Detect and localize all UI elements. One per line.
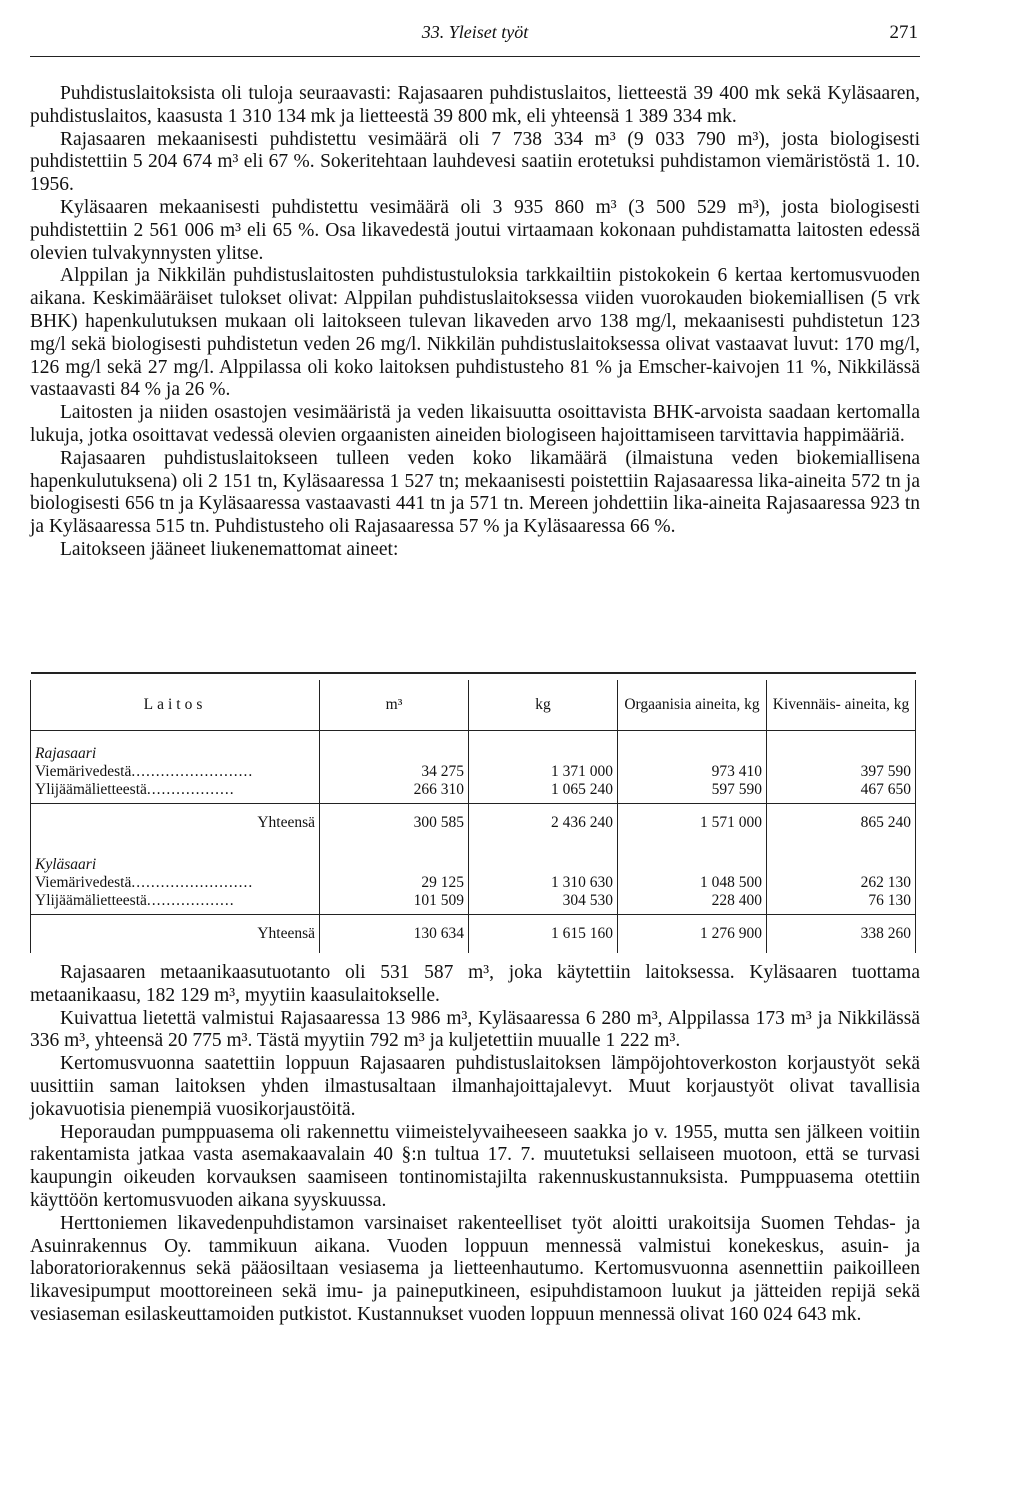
cell-kg: 304 530: [469, 892, 618, 915]
cell-kiv: 397 590: [767, 763, 916, 781]
paragraph: Kertomusvuonna saatettiin loppuun Rajasaaren puhdistuslaitoksen lämpöjohtoverkoston korjaustyöt sekä uusittiin saman laitoksen yhden ilmastusaltaan ilmanhajoittajalevyt. Muut korjaustyöt olivat tavallisia jokavuotisia pienempiä vuosikorjaustöitä.: [30, 1053, 920, 1120]
paragraph: Kyläsaaren mekaanisesti puhdistettu vesimäärä oli 3 935 860 m³ (3 500 529 m³), josta biologisesti puhdistettiin 2 561 006 m³ eli 65 %. Osa likavedestä joutui virtaamaan kokonaan puhdistamatta laitosten edessä olevien tulvakynnysten ylitse.: [30, 196, 920, 264]
table-header-row: [31, 680, 916, 731]
group-name: Kyläsaari: [31, 842, 320, 874]
cell-kiv: 865 240: [767, 804, 916, 843]
cell-kiv: 338 260: [767, 915, 916, 954]
table-row: [31, 763, 916, 781]
row-label: Ylijäämälietteestä..................: [31, 892, 320, 915]
cell-kg: 2 436 240: [469, 804, 618, 843]
paragraph: Rajasaaren puhdistuslaitokseen tulleen veden koko likamäärä (ilmaistuna veden biokemiallisena hapenkulutuksena) oli 2 151 tn, Kyläsaaressa 1 527 tn; mekaanisesti poistettiin Rajasaaressa lika-aineita 572 tn ja biologisesti 656 tn ja Kyläsaaressa vastaavasti 441 tn ja 571 tn. Mereen johdettiin lika-aineita Rajasaaressa 923 tn ja Kyläsaaressa 515 tn. Puhdistusteho oli Rajasaaressa 57 % ja Kyläsaaressa 66 %.: [30, 447, 920, 538]
paragraph: Rajasaaren mekaanisesti puhdistettu vesimäärä oli 7 738 334 m³ (9 033 790 m³), josta biologisesti puhdistettiin 5 204 674 m³ eli 67 %. Sokeritehtaan lauhdevesi saatiin erotetuksi puhdistamon viemäristöstä 1. 10. 1956.: [30, 128, 920, 196]
cell-m3: 130 634: [320, 915, 469, 954]
row-label: Ylijäämälietteestä..................: [31, 781, 320, 804]
sludge-table-container: [30, 672, 920, 953]
table-row: [31, 892, 916, 915]
col-header-m3: m³: [320, 680, 469, 731]
cell-kg: 1 371 000: [469, 763, 618, 781]
cell-kg: 1 615 160: [469, 915, 618, 954]
page-number: 271: [889, 22, 918, 43]
table-row: [31, 874, 916, 892]
body-text-top: [30, 83, 920, 562]
col-header-orgaanisia: Orgaanisia aineita, kg: [618, 680, 767, 731]
cell-kiv: 76 130: [767, 892, 916, 915]
cell-m3: 29 125: [320, 874, 469, 892]
row-label: Viemärivedestä.........................: [31, 763, 320, 781]
body-text-bottom: [30, 962, 920, 1327]
total-label: Yhteensä: [31, 804, 320, 843]
paragraph: Kuivattua lietettä valmistui Rajasaaressa 13 986 m³, Kyläsaaressa 6 280 m³, Alppilassa 173 m³ ja Nikkilässä 336 m³, yhteensä 20 775 m³. Tästä myytiin 792 m³ ja kuljetettiin muualle 1 222 m³.: [30, 1007, 920, 1052]
total-row: [31, 915, 916, 954]
document-page: [30, 0, 920, 1325]
cell-kiv: 467 650: [767, 781, 916, 804]
cell-m3: 34 275: [320, 763, 469, 781]
cell-m3: 101 509: [320, 892, 469, 915]
total-label: Yhteensä: [31, 915, 320, 954]
chapter-title: 33. Yleiset työt: [421, 22, 529, 42]
cell-org: 228 400: [618, 892, 767, 915]
cell-kg: 1 065 240: [469, 781, 618, 804]
total-row: [31, 804, 916, 843]
cell-m3: 300 585: [320, 804, 469, 843]
paragraph: Rajasaaren metaanikaasutuotanto oli 531 587 m³, joka käytettiin laitoksessa. Kyläsaaren tuottama metaanikaasu, 182 129 m³, myytiin kaasulaitokselle.: [30, 962, 920, 1006]
paragraph: Laitosten ja niiden osastojen vesimääristä ja veden likaisuutta osoittavista BHK-arvoista saadaan kertomalla lukuja, jotka osoittavat vedessä olevien orgaanisten aineiden biologiseen hajoittamiseen tarvittavia happimääriä.: [30, 402, 920, 446]
paragraph: Herttoniemen likavedenpuhdistamon varsinaiset rakenteelliset työt aloitti urakoitsija Suomen Tehdas- ja Asuinrakennus Oy. tammikuun aikana. Vuoden loppuun mennessä valmistui konekeskus, asuin- ja laboratoriorakennus sekä pääosiltaan vesiasema ja lietteenhautumo. Kertomusvuonna asennettiin paikoilleen likavesipumput moottoreineen sekä imu- ja paineputkineen, esipuhdistamoon luukut ja jätteiden repijä sekä vesiaseman esilaskeuttamoiden putkistot. Kustannukset vuoden loppuun mennessä olivat 160 024 643 mk.: [30, 1212, 920, 1325]
group-row: [31, 731, 916, 764]
col-header-kivennais: Kivennäis- aineita, kg: [767, 680, 916, 731]
paragraph: Puhdistuslaitoksista oli tuloja seuraavasti: Rajasaaren puhdistuslaitos, lietteestä 39 400 mk sekä Kyläsaaren, puhdistuslaitos, kaasusta 1 310 134 mk ja lietteestä 39 800 mk, eli yhteensä 1 389 334 mk.: [30, 83, 920, 127]
group-name: Rajasaari: [31, 731, 320, 764]
cell-org: 1 048 500: [618, 874, 767, 892]
cell-kg: 1 310 630: [469, 874, 618, 892]
paragraph: Laitokseen jääneet liukenemattomat aineet:: [60, 538, 399, 560]
group-row: [31, 842, 916, 874]
paragraph: Heporaudan pumppuasema oli rakennettu viimeistelyvaiheeseen saakka jo v. 1955, mutta sen jälkeen voitiin rakentamista jatkaa vasta asemakaavalain 40 §:n tultua 17. 7. muutetuksi sellaiseen muotoon, että se turvasi kaupungin oikeuden korvauksen saamiseen tontinomistajilta rakennuskustannuksista. Pumppuasema otettiin käyttöön kertomusvuoden aikana syyskuussa.: [30, 1121, 920, 1211]
col-header-kg: kg: [469, 680, 618, 731]
cell-org: 1 571 000: [618, 804, 767, 843]
cell-org: 1 276 900: [618, 915, 767, 954]
paragraph: Alppilan ja Nikkilän puhdistuslaitosten puhdistustuloksia tarkkailtiin pistokokein 6 kertaa kertomusvuoden aikana. Keskimääräiset tulokset olivat: Alppilan puhdistuslaitoksessa viiden vuorokauden biokemiallisen (5 vrk BHK) hapenkulutuksen mukaan oli laitokseen tulevan likaveden arvo 138 mg/l, mekaanisesti puhdistetun 123 mg/l sekä biologisesti puhdistetun veden 26 mg/l. Nikkilän puhdistuslaitoksessa olivat vastaavat luvut: 170 mg/l, 126 mg/l sekä 27 mg/l. Alppilassa oli koko laitoksen puhdistusteho 81 % ja Emscher-kaivojen 11 %, Nikkilässä vastaavasti 84 % ja 26 %.: [30, 265, 920, 401]
row-label: Viemärivedestä.........................: [31, 874, 320, 892]
cell-org: 973 410: [618, 763, 767, 781]
cell-m3: 266 310: [320, 781, 469, 804]
col-header-laitos: Laitos: [31, 680, 320, 731]
running-header: [30, 0, 920, 60]
sludge-table: [30, 672, 916, 953]
header-rule: [30, 56, 920, 57]
cell-org: 597 590: [618, 781, 767, 804]
table-row: [31, 781, 916, 804]
cell-kiv: 262 130: [767, 874, 916, 892]
